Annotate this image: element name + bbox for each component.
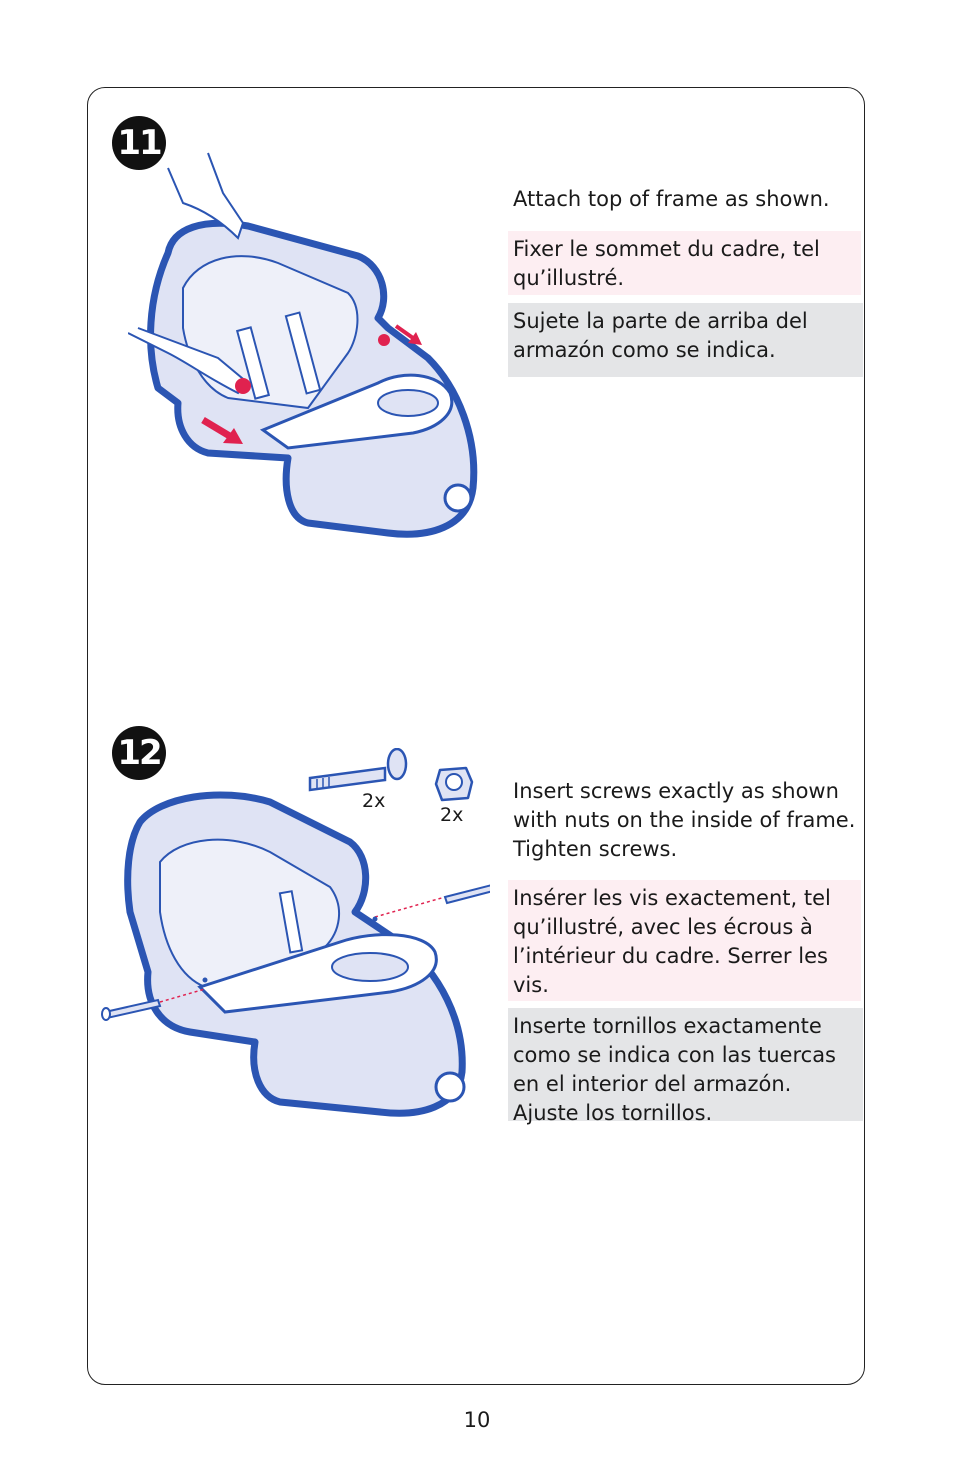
step-11-illustration [128,148,480,543]
step-12-text-en: Insert screws exactly as shown with nuts on the inside of frame. Tighten screws. [513,779,856,861]
step-12-illustration [100,782,490,1122]
step-11-number: 11 [117,123,161,163]
step-11-text-fr: Fixer le sommet du cadre, tel qu’illustré. [508,231,861,295]
step-12-text-es: Inserte tornillos exactamente como se indica con las tuercas en el interior del armazón. Ajuste los tornillos. [508,1008,863,1121]
step-11-text-es: Sujete la parte de arriba del armazón como se indica. [508,303,863,377]
nut-quantity: 2x [440,804,464,826]
step-11-text-en: Attach top of frame as shown. [513,187,830,211]
page-number: 10 [463,1408,491,1432]
screw-quantity: 2x [362,790,386,812]
step-12-number: 12 [117,733,161,773]
step-12-text-fr: Insérer les vis exactement, tel qu’illustré, avec les écrous à l’intérieur du cadre. Serrer les vis. [508,880,861,1001]
step-12-badge [112,726,166,780]
